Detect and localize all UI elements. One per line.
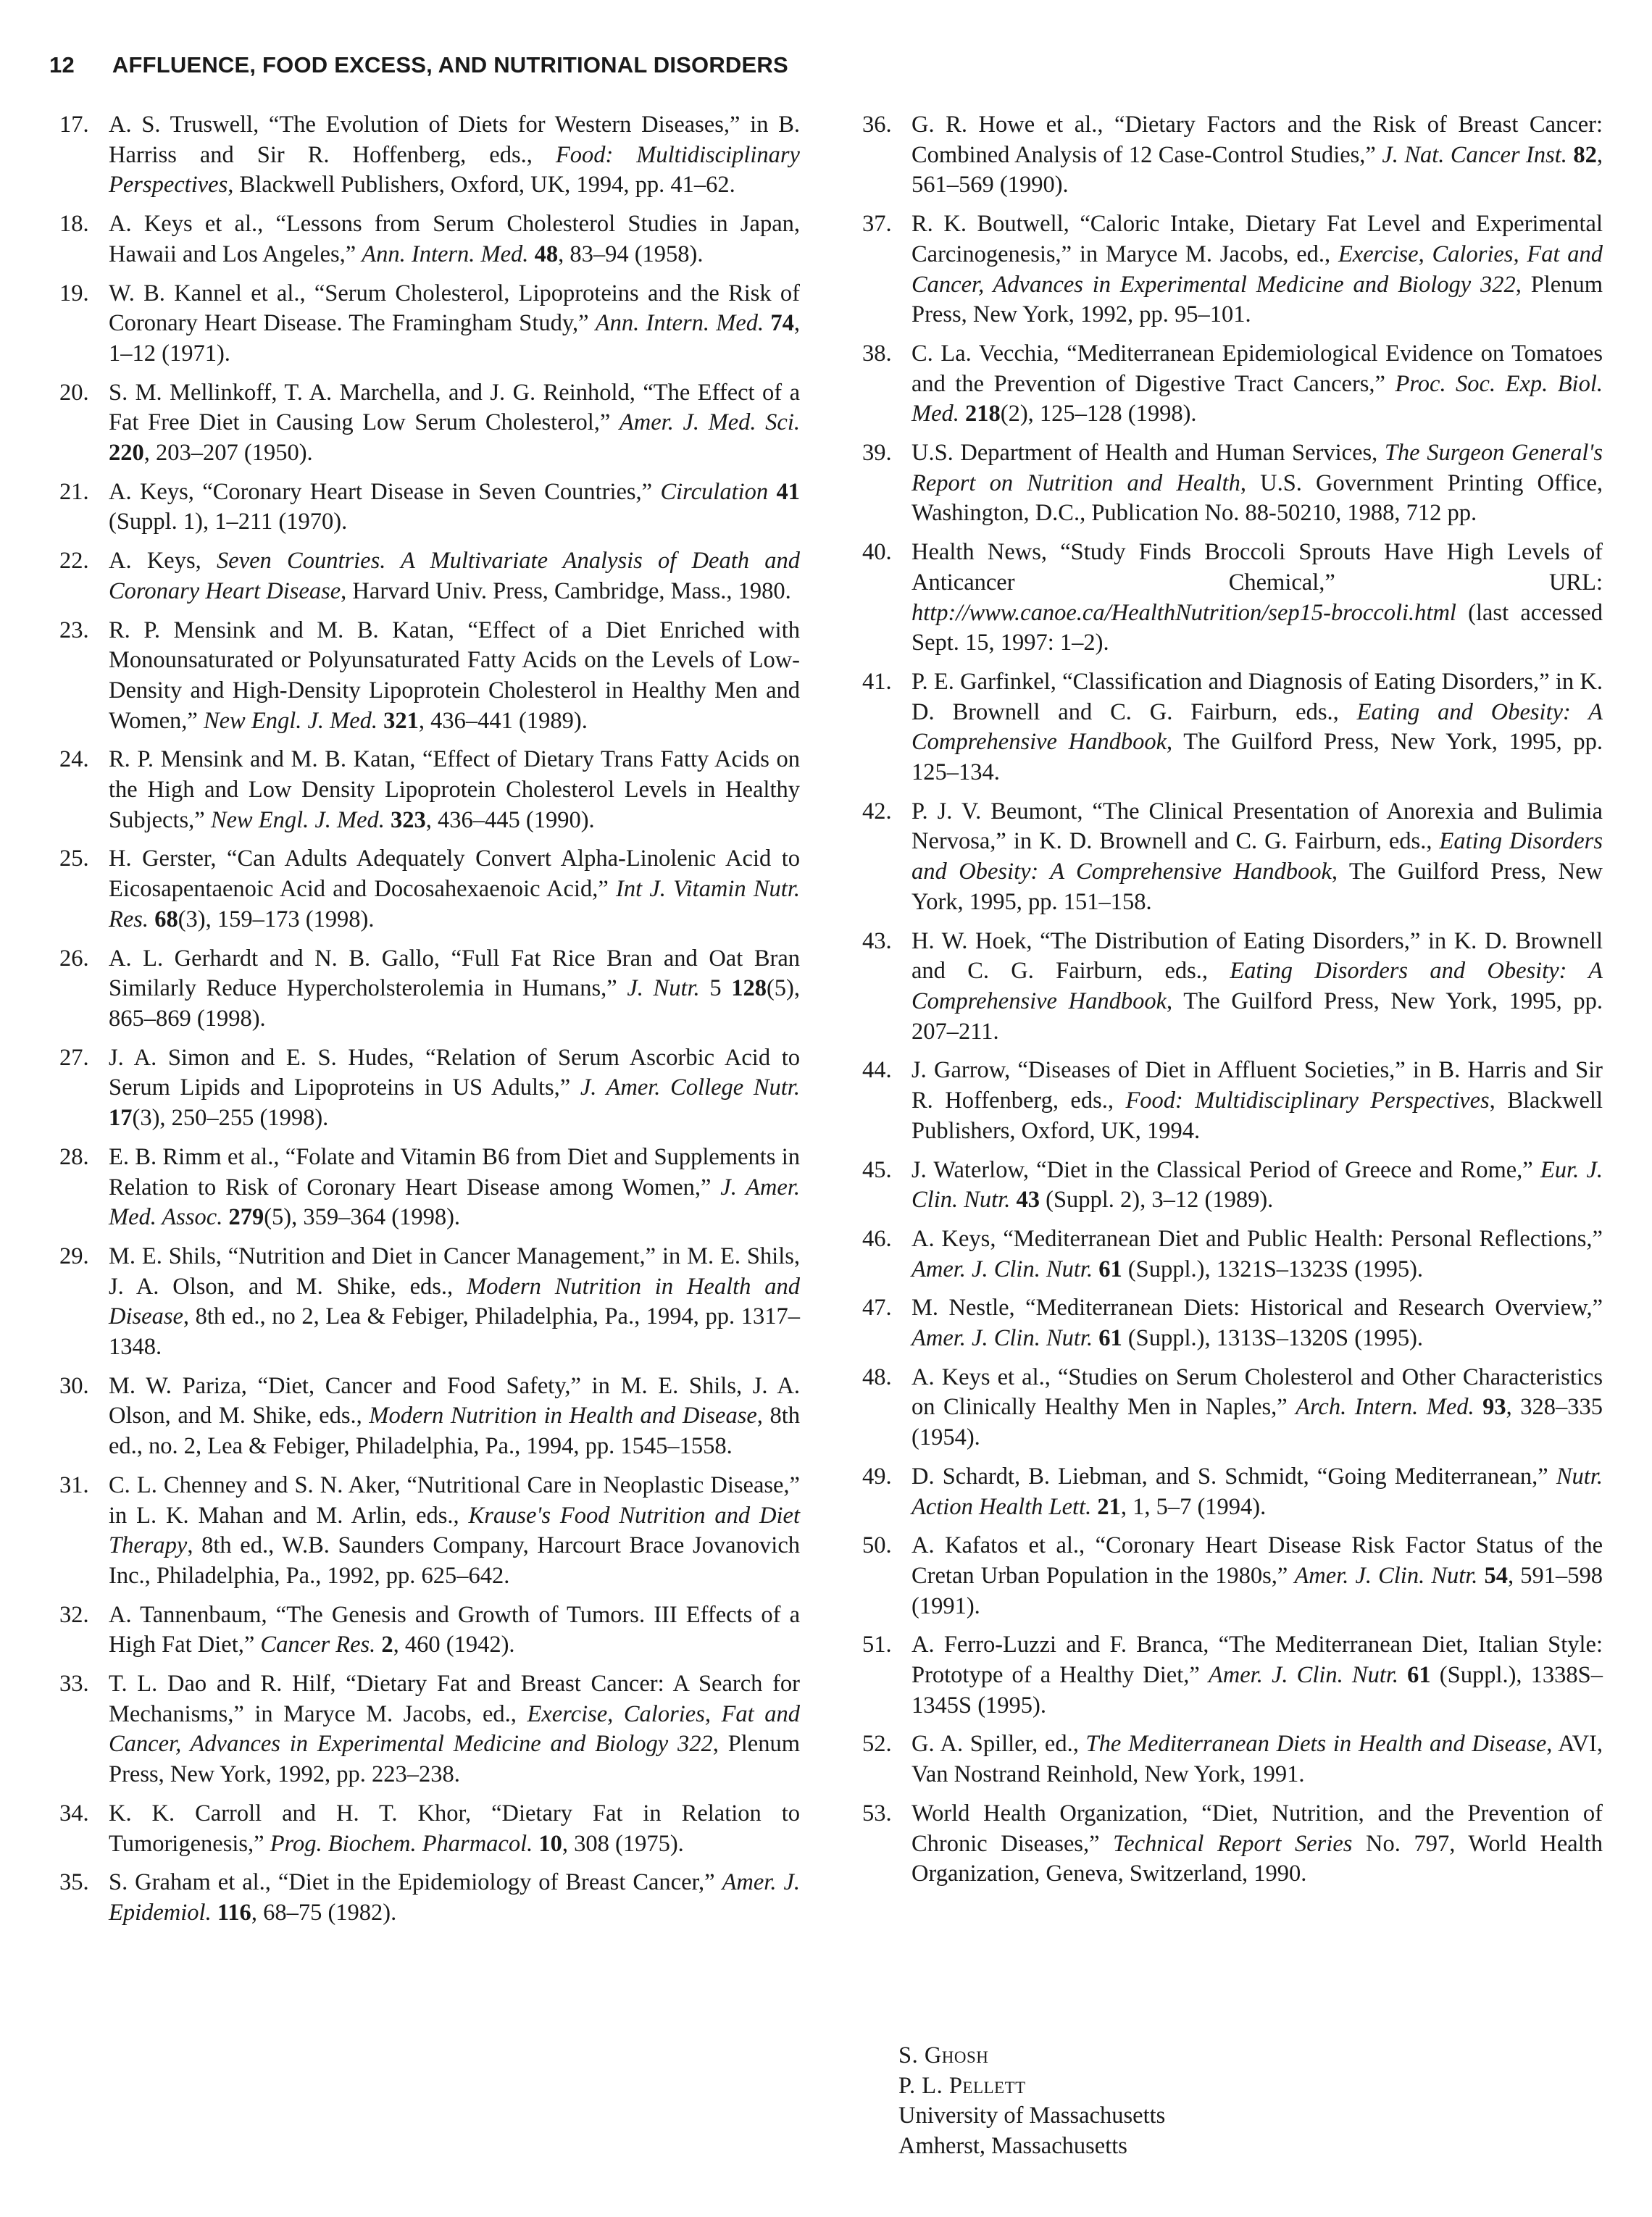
reference-volume: 218 xyxy=(965,401,1001,427)
reference-entry xyxy=(862,1293,1603,1353)
reference-segment: A. Kafatos et al., “Coronary Heart Disease Risk Factor Status of the Cretan Urban Population in the 1980s,” xyxy=(911,1532,1603,1589)
reference-text xyxy=(109,1045,800,1131)
reference-segment: , The Guilford Press, New York, 1995, pp. 207–211. xyxy=(911,988,1603,1045)
reference-text xyxy=(109,1472,800,1589)
reference-italic: Amer. J. Clin. Nutr. xyxy=(1294,1562,1478,1589)
reference-segment xyxy=(959,401,965,427)
reference-segment xyxy=(768,479,776,505)
author-name: P. L. Pellett xyxy=(898,2072,1026,2099)
reference-number: 34. xyxy=(59,1800,89,1826)
reference-number: 47. xyxy=(862,1295,892,1322)
reference-entry xyxy=(59,1868,800,1928)
reference-segment: U.S. Department of Health and Human Services, xyxy=(911,440,1385,467)
reference-segment xyxy=(764,310,770,336)
reference-entry xyxy=(59,1669,800,1790)
reference-entry xyxy=(862,667,1603,788)
reference-segment xyxy=(1093,1325,1098,1351)
reference-text xyxy=(109,746,800,832)
reference-italic: Proc. Soc. Exp. Biol. Med. xyxy=(911,370,1603,427)
reference-text xyxy=(911,341,1603,427)
reference-text xyxy=(911,1295,1603,1351)
reference-segment: K. K. Carroll and H. T. Khor, “Dietary Fat in Relation to Tumorigenesis,” xyxy=(109,1800,800,1857)
reference-italic: The Mediterranean Diets in Health and Disease xyxy=(1085,1731,1547,1758)
reference-number: 22. xyxy=(59,548,89,575)
reference-segment: (Suppl. 2), 3–12 (1989). xyxy=(1040,1187,1274,1214)
reference-italic: Circulation xyxy=(660,478,769,505)
reference-volume: 61 xyxy=(1098,1256,1122,1282)
reference-segment xyxy=(385,807,391,833)
reference-number: 45. xyxy=(862,1156,892,1183)
reference-segment: , 460 (1942). xyxy=(393,1632,515,1658)
reference-entry xyxy=(59,378,800,469)
reference-italic: Food: Multidisciplinary Perspectives xyxy=(1125,1087,1490,1114)
reference-text xyxy=(911,1364,1603,1450)
reference-segment: W. B. Kannel et al., “Serum Cholesterol, Lipoproteins and the Risk of Coronary Heart Disease. The Framingham Study,” xyxy=(109,280,800,337)
reference-volume: 323 xyxy=(391,806,426,833)
reference-italic: Amer. J. Med. Sci. xyxy=(619,409,800,436)
reference-italic: Int J. Vitamin Nutr. Res. xyxy=(109,876,801,932)
reference-entry xyxy=(59,1471,800,1592)
references-column-left xyxy=(59,110,800,1937)
reference-entry xyxy=(59,1799,800,1859)
reference-entry xyxy=(862,1224,1603,1285)
reference-volume: 61 xyxy=(1098,1325,1122,1352)
reference-text xyxy=(911,1464,1603,1520)
reference-segment: S. Graham et al., “Diet in the Epidemiology of Breast Cancer,” xyxy=(109,1869,722,1896)
reference-text xyxy=(911,1800,1603,1887)
reference-entry xyxy=(59,944,800,1035)
reference-text xyxy=(109,617,800,734)
reference-segment: , 436–441 (1989). xyxy=(418,707,588,734)
reference-entry xyxy=(59,745,800,835)
reference-number: 42. xyxy=(862,798,892,824)
reference-text xyxy=(911,1632,1603,1718)
reference-segment: (last accessed Sept. 15, 1997: 1–2). xyxy=(911,599,1603,656)
reference-segment: G. A. Spiller, ed., xyxy=(911,1731,1086,1758)
reference-entry xyxy=(862,1056,1603,1146)
reference-text xyxy=(109,112,800,198)
reference-entry xyxy=(862,1531,1603,1621)
reference-segment: (5), 865–869 (1998). xyxy=(109,975,800,1032)
reference-segment: H. Gerster, “Can Adults Adequately Convert Alpha-Linolenic Acid to Eicosapentaenoic Acid and Docosahexaenoic Acid,” xyxy=(109,846,800,903)
reference-segment: , 1, 5–7 (1994). xyxy=(1120,1493,1267,1520)
reference-number: 25. xyxy=(59,846,89,872)
reference-italic: J. Amer. College Nutr. xyxy=(580,1074,800,1101)
reference-segment: , AVI, Van Nostrand Reinhold, New York, 1991. xyxy=(911,1731,1603,1788)
reference-number: 30. xyxy=(59,1372,89,1399)
reference-italic: Modern Nutrition in Health and Disease xyxy=(109,1273,800,1330)
reference-segment: Health News, “Study Finds Broccoli Sprouts Have High Levels of Anticancer Chemical,” URL: xyxy=(911,539,1603,596)
reference-italic: Food: Multidisciplinary Perspectives xyxy=(109,141,800,199)
reference-volume: 2 xyxy=(381,1632,393,1658)
reference-segment: (3), 159–173 (1998). xyxy=(178,906,375,932)
reference-segment: A. Keys, xyxy=(109,548,217,575)
reference-volume: 61 xyxy=(1407,1662,1431,1689)
reference-italic: Arch. Intern. Med. xyxy=(1296,1394,1474,1421)
reference-text xyxy=(911,798,1603,915)
reference-entry xyxy=(862,110,1603,201)
reference-segment xyxy=(149,906,154,932)
reference-text xyxy=(109,1602,800,1658)
reference-italic: Krause's Food Nutrition and Diet Therapy xyxy=(109,1502,800,1559)
reference-entry xyxy=(862,1462,1603,1522)
reference-segment: T. L. Dao and R. Hilf, “Dietary Fat and Breast Cancer: A Search for Mechanisms,” in Maryce M. Jacobs, ed., xyxy=(109,1671,800,1727)
reference-segment: (Suppl.), 1321S–1323S (1995). xyxy=(1122,1256,1424,1282)
reference-text xyxy=(911,539,1603,656)
reference-segment: , 203–207 (1950). xyxy=(143,440,313,467)
reference-italic: J. Amer. Med. Assoc. xyxy=(109,1174,800,1231)
reference-italic: Amer. J. Clin. Nutr. xyxy=(911,1325,1093,1352)
reference-text xyxy=(911,928,1603,1045)
reference-number: 35. xyxy=(59,1869,89,1896)
reference-number: 19. xyxy=(59,280,89,306)
reference-italic: Amer. J. Clin. Nutr. xyxy=(1208,1662,1399,1689)
reference-italic: Eating Disorders and Obesity: A Comprehensive Handbook xyxy=(911,828,1603,885)
reference-segment: (2), 125–128 (1998). xyxy=(1000,401,1197,427)
reference-entry xyxy=(59,546,800,606)
reference-number: 46. xyxy=(862,1225,892,1252)
reference-entry xyxy=(862,1729,1603,1790)
reference-entry xyxy=(59,1371,800,1462)
reference-volume: 128 xyxy=(731,975,767,1002)
reference-italic: Exercise, Calories, Fat and Cancer, Advances in Experimental Medicine and Biology 322 xyxy=(109,1700,800,1758)
reference-number: 18. xyxy=(59,211,89,238)
reference-volume: 93 xyxy=(1482,1394,1506,1421)
reference-segment: J. A. Simon and E. S. Hudes, “Relation of Serum Ascorbic Acid to Serum Lipids and Lipoproteins in US Adults,” xyxy=(109,1044,800,1101)
reference-italic: Nutr. Action Health Lett. xyxy=(911,1463,1603,1520)
reference-volume: 54 xyxy=(1484,1562,1509,1589)
reference-italic: Technical Report Series xyxy=(1113,1830,1353,1857)
reference-segment xyxy=(1010,1187,1016,1213)
reference-text xyxy=(911,1057,1603,1143)
reference-number: 48. xyxy=(862,1364,892,1390)
reference-segment: , U.S. Government Printing Office, Washington, D.C., Publication No. 88-50210, 1988, 712 pp. xyxy=(911,469,1603,527)
reference-segment: , 308 (1975). xyxy=(562,1830,684,1857)
reference-number: 51. xyxy=(862,1632,892,1658)
reference-segment xyxy=(1474,1394,1483,1420)
reference-volume: 68 xyxy=(154,906,178,932)
reference-italic: Amer. J. Epidemiol. xyxy=(109,1869,800,1926)
reference-text xyxy=(109,211,800,267)
reference-segment xyxy=(1093,1256,1098,1282)
running-header xyxy=(49,52,1607,88)
reference-segment: J. Waterlow, “Diet in the Classical Period of Greece and Rome,” xyxy=(911,1156,1540,1183)
reference-italic: Modern Nutrition in Health and Disease xyxy=(369,1403,757,1429)
reference-italic: Ann. Intern. Med. xyxy=(595,310,764,337)
reference-text xyxy=(109,1144,800,1230)
reference-italic: Cancer Res. xyxy=(260,1632,376,1658)
reference-italic: New Engl. J. Med. xyxy=(210,806,385,833)
reference-number: 31. xyxy=(59,1471,89,1498)
reference-volume: 41 xyxy=(776,478,801,505)
reference-entry xyxy=(59,209,800,270)
reference-segment: A. Ferro-Luzzi and F. Branca, “The Mediterranean Diet, Italian Style: Prototype of a Healthy Diet,” xyxy=(911,1632,1603,1689)
reference-segment: , 436–445 (1990). xyxy=(425,806,595,833)
reference-text xyxy=(109,1243,800,1360)
reference-text xyxy=(911,440,1603,526)
reference-segment: A. Keys et al., “Studies on Serum Cholesterol and Other Characteristics on Clinically Healthy Men in Naples,” xyxy=(911,1364,1603,1421)
reference-number: 44. xyxy=(862,1057,892,1084)
reference-segment xyxy=(212,1900,217,1926)
reference-number: 28. xyxy=(59,1143,89,1170)
reference-segment xyxy=(528,241,534,267)
reference-text xyxy=(109,380,800,466)
reference-entry xyxy=(862,1363,1603,1453)
reference-entry xyxy=(59,1600,800,1661)
reference-segment: G. R. Howe et al., “Dietary Factors and the Risk of Breast Cancer: Combined Analysis of 12 Case-Control Studies,” xyxy=(911,112,1603,168)
reference-segment: , Harvard Univ. Press, Cambridge, Mass., 1980. xyxy=(341,577,791,604)
reference-number: 33. xyxy=(59,1671,89,1698)
reference-entry xyxy=(59,279,800,370)
reference-volume: 220 xyxy=(109,440,144,467)
reference-number: 20. xyxy=(59,379,89,406)
reference-number: 21. xyxy=(59,478,89,505)
reference-volume: 48 xyxy=(534,241,559,267)
reference-text xyxy=(911,112,1603,198)
reference-segment: (Suppl.), 1313S–1320S (1995). xyxy=(1122,1325,1424,1352)
reference-segment: M. Nestle, “Mediterranean Diets: Historical and Research Overview,” xyxy=(911,1295,1603,1322)
reference-italic: The Surgeon General's Report on Nutrition and Health xyxy=(911,440,1603,496)
reference-number: 40. xyxy=(862,539,892,566)
reference-segment: , 8th ed., W.B. Saunders Company, Harcourt Brace Jovanovich Inc., Philadelphia, Pa., 1992, pp. 625–642. xyxy=(109,1532,800,1589)
reference-segment: A. Keys, “Coronary Heart Disease in Seven Countries,” xyxy=(109,478,661,505)
reference-entry xyxy=(59,477,800,538)
reference-number: 52. xyxy=(862,1731,892,1758)
reference-number: 49. xyxy=(862,1463,892,1490)
reference-number: 26. xyxy=(59,945,89,972)
reference-segment: , The Guilford Press, New York, 1995, pp. 151–158. xyxy=(911,859,1603,915)
reference-segment xyxy=(1477,1563,1484,1589)
reference-italic: J. Nat. Cancer Inst. xyxy=(1382,141,1567,168)
reference-volume: 10 xyxy=(538,1830,562,1857)
reference-segment: 5 xyxy=(699,975,732,1002)
reference-segment: , Blackwell Publishers, Oxford, UK, 1994. xyxy=(911,1087,1603,1144)
reference-segment: , Plenum Press, New York, 1992, pp. 95–101. xyxy=(911,271,1603,328)
reference-entry xyxy=(59,110,800,201)
reference-number: 50. xyxy=(862,1532,892,1559)
reference-segment: , 83–94 (1958). xyxy=(558,241,704,267)
reference-text xyxy=(911,1731,1603,1787)
reference-segment: S. M. Mellinkoff, T. A. Marchella, and J. G. Reinhold, “The Effect of a Fat Free Diet in Causing Low Serum Cholesterol,” xyxy=(109,379,800,436)
reference-volume: 74 xyxy=(770,310,794,337)
references-column-right xyxy=(862,110,1603,1898)
reference-segment: , Blackwell Publishers, Oxford, UK, 1994, pp. 41–62. xyxy=(228,172,735,199)
reference-volume: 279 xyxy=(228,1204,264,1231)
reference-segment: R. P. Mensink and M. B. Katan, “Effect of Dietary Trans Fatty Acids on the High and Low Density Lipoprotein Cholesterol Levels in Healthy Subjects,” xyxy=(109,746,800,833)
reference-number: 41. xyxy=(862,668,892,695)
reference-entry xyxy=(59,1242,800,1363)
author-name: S. Ghosh xyxy=(898,2042,989,2068)
reference-text xyxy=(911,211,1603,327)
reference-text xyxy=(109,1869,800,1926)
reference-segment: No. 797, World Health Organization, Geneva, Switzerland, 1990. xyxy=(911,1830,1603,1887)
reference-italic: J. Nutr. xyxy=(627,975,700,1002)
reference-number: 23. xyxy=(59,617,89,643)
reference-segment: M. W. Pariza, “Diet, Cancer and Food Safety,” in M. E. Shils, J. A. Olson, and M. Shike, eds., xyxy=(109,1372,800,1429)
reference-number: 38. xyxy=(862,340,892,367)
reference-text xyxy=(911,1157,1603,1214)
reference-segment: (5), 359–364 (1998). xyxy=(264,1204,461,1231)
reference-segment: P. E. Garfinkel, “Classification and Diagnosis of Eating Disorders,” in K. D. Brownell and C. G. Fairburn, eds., xyxy=(911,668,1603,725)
reference-number: 39. xyxy=(862,440,892,467)
reference-segment: E. B. Rimm et al., “Folate and Vitamin B6 from Diet and Supplements in Relation to Risk of Coronary Heart Disease among Women,” xyxy=(109,1143,800,1201)
reference-segment: M. E. Shils, “Nutrition and Diet in Cancer Management,” in M. E. Shils, J. A. Olson, and M. Shike, eds., xyxy=(109,1243,800,1300)
reference-volume: 321 xyxy=(383,707,419,734)
reference-segment: , 8th ed., no 2, Lea & Febiger, Philadelphia, Pa., 1994, pp. 1317–1348. xyxy=(109,1303,800,1361)
reference-volume: 116 xyxy=(217,1899,251,1926)
reference-entry xyxy=(862,797,1603,918)
reference-text xyxy=(109,479,800,535)
reference-italic: Amer. J. Clin. Nutr. xyxy=(911,1256,1093,1282)
reference-number: 24. xyxy=(59,746,89,773)
reference-entry xyxy=(59,616,800,737)
reference-entry xyxy=(59,1143,800,1233)
reference-entry xyxy=(862,1156,1603,1216)
reference-entry xyxy=(862,339,1603,430)
reference-italic: Eating Disorders and Obesity: A Comprehensive Handbook xyxy=(911,958,1603,1014)
reference-segment xyxy=(377,708,383,734)
author-signature xyxy=(898,2041,1165,2162)
reference-segment: A. S. Truswell, “The Evolution of Diets for Western Diseases,” in B. Harriss and Sir R. Hoffenberg, eds., xyxy=(109,112,800,168)
reference-segment: A. Keys, “Mediterranean Diet and Public Health: Personal Reflections,” xyxy=(911,1225,1603,1252)
reference-volume: 43 xyxy=(1016,1187,1040,1214)
reference-number: 27. xyxy=(59,1044,89,1071)
reference-segment: J. Garrow, “Diseases of Diet in Affluent Societies,” in B. Harris and Sir R. Hoffenberg, eds., xyxy=(911,1057,1603,1114)
reference-number: 32. xyxy=(59,1601,89,1628)
reference-text xyxy=(109,1800,800,1857)
reference-italic: Eating and Obesity: A Comprehensive Handbook xyxy=(911,698,1603,756)
reference-segment xyxy=(1398,1662,1407,1688)
reference-text xyxy=(911,1532,1603,1619)
reference-text xyxy=(109,1671,800,1787)
reference-italic: Prog. Biochem. Pharmacol. xyxy=(270,1830,533,1857)
reference-segment: (Suppl. 1), 1–211 (1970). xyxy=(109,509,348,535)
reference-segment: P. J. V. Beumont, “The Clinical Presentation of Anorexia and Bulimia Nervosa,” in K. D. Brownell and C. G. Fairburn, eds., xyxy=(911,798,1603,855)
reference-entry xyxy=(59,1043,800,1134)
reference-segment: , The Guilford Press, New York, 1995, pp. 125–134. xyxy=(911,729,1603,786)
reference-segment: (Suppl.), 1338S–1345S (1995). xyxy=(911,1662,1603,1719)
reference-segment: (3), 250–255 (1998). xyxy=(132,1105,329,1132)
reference-segment: , 591–598 (1991). xyxy=(911,1562,1603,1619)
reference-segment: A. Keys et al., “Lessons from Serum Cholesterol Studies in Japan, Hawaii and Los Angeles,” xyxy=(109,211,800,267)
reference-segment: C. L. Chenney and S. N. Aker, “Nutritional Care in Neoplastic Disease,” in L. K. Mahan and M. Arlin, eds., xyxy=(109,1471,800,1529)
reference-segment: , 8th ed., no. 2, Lea & Febiger, Philadelphia, Pa., 1994, pp. 1545–1558. xyxy=(109,1403,801,1460)
reference-italic: Ann. Intern. Med. xyxy=(362,241,529,267)
reference-entry xyxy=(862,438,1603,529)
reference-volume: 17 xyxy=(109,1105,133,1132)
reference-italic: Exercise, Calories, Fat and Cancer, Advances in Experimental Medicine and Biology 322 xyxy=(911,241,1603,298)
reference-entry xyxy=(862,538,1603,659)
reference-segment: D. Schardt, B. Liebman, and S. Schmidt, “Going Mediterranean,” xyxy=(911,1463,1556,1490)
reference-segment: A. L. Gerhardt and N. B. Gallo, “Full Fat Rice Bran and Oat Bran Similarly Reduce Hypercholsterolemia in Humans,” xyxy=(109,945,800,1002)
reference-segment: , 561–569 (1990). xyxy=(911,141,1603,199)
reference-entry xyxy=(59,844,800,935)
reference-segment: , 1–12 (1971). xyxy=(109,310,801,367)
reference-segment: World Health Organization, “Diet, Nutrition, and the Prevention of Chronic Diseases,” xyxy=(911,1800,1603,1857)
reference-text xyxy=(109,280,800,367)
reference-text xyxy=(109,548,800,604)
reference-segment: H. W. Hoek, “The Distribution of Eating Disorders,” in K. D. Brownell and C. G. Fairburn, eds., xyxy=(911,927,1603,985)
reference-number: 36. xyxy=(862,112,892,138)
reference-segment: R. K. Boutwell, “Caloric Intake, Dietary Fat Level and Experimental Carcinogenesis,” in Maryce M. Jacobs, ed., xyxy=(911,211,1603,267)
reference-volume: 82 xyxy=(1573,141,1597,168)
reference-entry xyxy=(862,927,1603,1048)
author-institution: University of Massachusetts xyxy=(898,2103,1166,2129)
reference-number: 29. xyxy=(59,1243,89,1269)
reference-text xyxy=(911,669,1603,785)
reference-entry xyxy=(862,1630,1603,1721)
reference-text xyxy=(109,846,800,932)
page-number: 12 xyxy=(49,52,75,78)
reference-italic: Seven Countries. A Multivariate Analysis of Death and Coronary Heart Disease xyxy=(109,548,800,604)
reference-number: 17. xyxy=(59,112,89,138)
reference-segment: , 328–335 (1954). xyxy=(911,1394,1603,1451)
reference-segment: A. Tannenbaum, “The Genesis and Growth of Tumors. III Effects of a High Fat Diet,” xyxy=(109,1601,800,1658)
reference-italic: Eur. J. Clin. Nutr. xyxy=(911,1156,1603,1214)
running-title: AFFLUENCE, FOOD EXCESS, AND NUTRITIONAL DISORDERS xyxy=(112,52,788,78)
reference-entry xyxy=(862,1799,1603,1890)
reference-number: 37. xyxy=(862,211,892,238)
reference-entry xyxy=(862,209,1603,330)
reference-segment: C. La. Vecchia, “Mediterranean Epidemiological Evidence on Tomatoes and the Prevention of Digestive Tract Cancers,” xyxy=(911,340,1603,397)
reference-segment: , 68–75 (1982). xyxy=(251,1899,397,1926)
reference-italic: http://www.canoe.ca/HealthNutrition/sep15-broccoli.html xyxy=(911,599,1456,626)
author-location: Amherst, Massachusetts xyxy=(898,2133,1127,2160)
reference-number: 53. xyxy=(862,1800,892,1826)
reference-segment: , Plenum Press, New York, 1992, pp. 223–238. xyxy=(109,1731,801,1788)
reference-text xyxy=(109,945,800,1032)
reference-number: 43. xyxy=(862,927,892,954)
reference-text xyxy=(911,1226,1603,1282)
reference-italic: New Engl. J. Med. xyxy=(203,707,378,734)
reference-segment: R. P. Mensink and M. B. Katan, “Effect of a Diet Enriched with Monounsaturated or Polyunsaturated Fatty Acids on the Levels of Low-Density and High-Density Lipoprotein Cholesterol in Healthy Men and Women,” xyxy=(109,617,800,734)
reference-volume: 21 xyxy=(1097,1493,1121,1520)
reference-text xyxy=(109,1373,800,1459)
